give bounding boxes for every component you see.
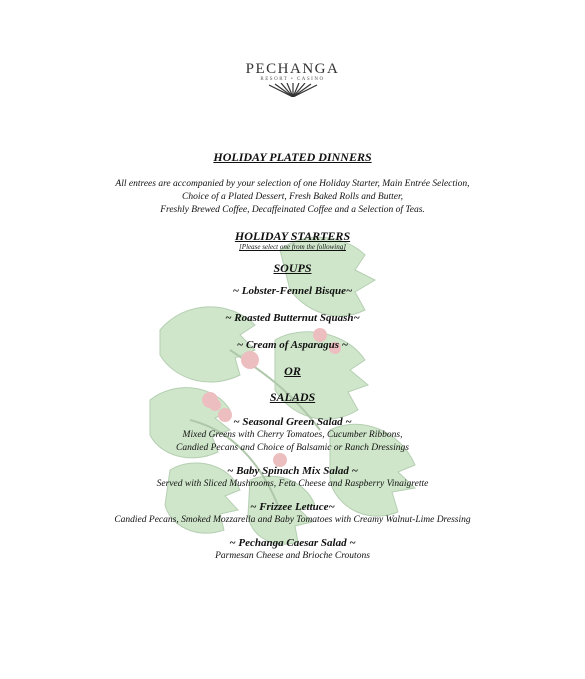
salad-name: ~ Seasonal Green Salad ~ bbox=[233, 416, 352, 428]
or-separator: OR bbox=[284, 364, 301, 378]
starters-heading: HOLIDAY STARTERS bbox=[234, 229, 351, 243]
intro-line: Freshly Brewed Coffee, Decaffeinated Coffee and a Selection of Teas. bbox=[160, 205, 425, 215]
salad-name: ~ Frizzee Lettuce~ bbox=[250, 501, 335, 513]
salad-description: Served with Sliced Mushrooms, Feta Cheese and Raspberry Vinaigrette bbox=[156, 479, 429, 489]
menu-content bbox=[0, 150, 585, 563]
salads-heading: SALADS bbox=[269, 390, 316, 404]
salad-name: ~ Pechanga Caesar Salad ~ bbox=[229, 537, 356, 549]
pechanga-logo bbox=[0, 62, 585, 97]
intro-line: Choice of a Plated Dessert, Fresh Baked Rolls and Butter, bbox=[181, 192, 403, 202]
logo-name: PECHANGA bbox=[245, 61, 340, 77]
logo-fan-icon bbox=[263, 83, 323, 97]
salad-description: Parmesan Cheese and Brioche Croutons bbox=[215, 551, 370, 561]
starters-note: [Please select one from the following] bbox=[239, 243, 346, 251]
soups-heading: SOUPS bbox=[273, 261, 312, 275]
salad-description: Candied Pecans and Choice of Balsamic or Ranch Dressings bbox=[176, 443, 409, 453]
soup-item: ~ Roasted Butternut Squash~ bbox=[225, 312, 360, 324]
salad-description: Candied Pecans, Smoked Mozzarella and Baby Tomatoes with Creamy Walnut-Lime Dressing bbox=[114, 515, 471, 525]
salad-name: ~ Baby Spinach Mix Salad ~ bbox=[227, 465, 358, 477]
logo-subtitle: RESORT • CASINO bbox=[260, 77, 325, 82]
soup-item: ~ Cream of Asparagus ~ bbox=[236, 339, 349, 351]
menu-title: HOLIDAY PLATED DINNERS bbox=[213, 150, 372, 164]
soup-item: ~ Lobster-Fennel Bisque~ bbox=[232, 285, 353, 297]
salad-description: Mixed Greens with Cherry Tomatoes, Cucumber Ribbons, bbox=[182, 430, 403, 440]
intro-line: All entrees are accompanied by your selection of one Holiday Starter, Main Entrée Selection, bbox=[115, 179, 470, 189]
